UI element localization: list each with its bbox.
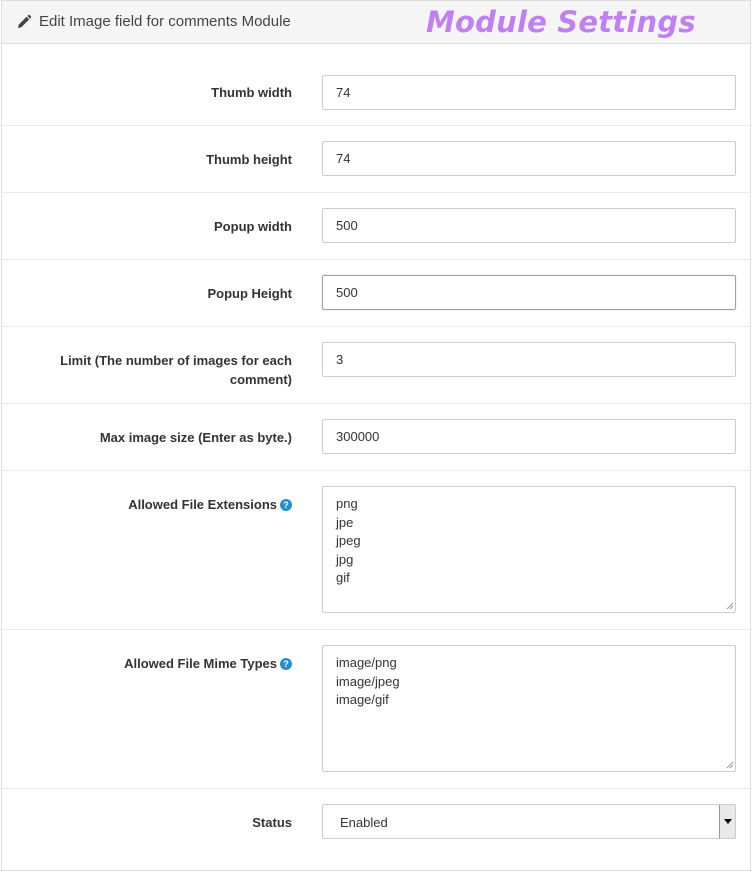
limit-label: Limit (The number of images for each comment) — [60, 353, 292, 387]
extensions-label-text: Allowed File Extensions — [128, 497, 277, 512]
status-label: Status — [252, 815, 292, 830]
popup-height-label: Popup Height — [207, 286, 292, 301]
settings-panel — [1, 0, 751, 871]
status-select[interactable] — [322, 804, 736, 839]
thumb-height-input[interactable]: 74 — [322, 141, 736, 176]
module-settings-title: Module Settings — [426, 5, 696, 39]
pencil-icon — [16, 14, 32, 30]
form-row-thumb-width — [2, 59, 750, 126]
resize-grip-icon[interactable] — [726, 602, 734, 610]
form-body — [2, 44, 750, 871]
question-circle-icon[interactable]: ? — [280, 658, 292, 670]
form-row-limit — [2, 327, 750, 404]
extensions-textarea[interactable] — [322, 486, 736, 613]
popup-height-input[interactable]: 500 — [322, 275, 736, 310]
form-row-popup-height — [2, 260, 750, 327]
mime-types-textarea[interactable] — [322, 645, 736, 772]
limit-input[interactable]: 3 — [322, 342, 736, 377]
status-select-value: Enabled — [340, 815, 388, 830]
thumb-width-label: Thumb width — [211, 85, 292, 100]
thumb-height-label: Thumb height — [206, 152, 292, 167]
question-circle-icon[interactable]: ? — [280, 499, 292, 511]
extensions-label — [22, 495, 292, 514]
thumb-width-input[interactable]: 74 — [322, 75, 736, 110]
form-row-extensions — [2, 471, 750, 630]
mime-types-label — [22, 654, 292, 673]
panel-heading — [2, 1, 750, 44]
chevron-down-icon[interactable] — [719, 805, 735, 838]
popup-width-label: Popup width — [214, 219, 292, 234]
panel-title: Edit Image field for comments Module — [39, 13, 291, 30]
mime-types-label-text: Allowed File Mime Types — [124, 656, 277, 671]
resize-grip-icon[interactable] — [726, 761, 734, 769]
form-row-thumb-height — [2, 126, 750, 193]
form-row-max-size — [2, 404, 750, 471]
form-row-status — [2, 789, 750, 871]
max-size-label: Max image size (Enter as byte.) — [99, 430, 292, 445]
form-row-mime-types — [2, 630, 750, 789]
max-size-input[interactable]: 300000 — [322, 419, 736, 454]
popup-width-input[interactable]: 500 — [322, 208, 736, 243]
form-row-popup-width — [2, 193, 750, 260]
